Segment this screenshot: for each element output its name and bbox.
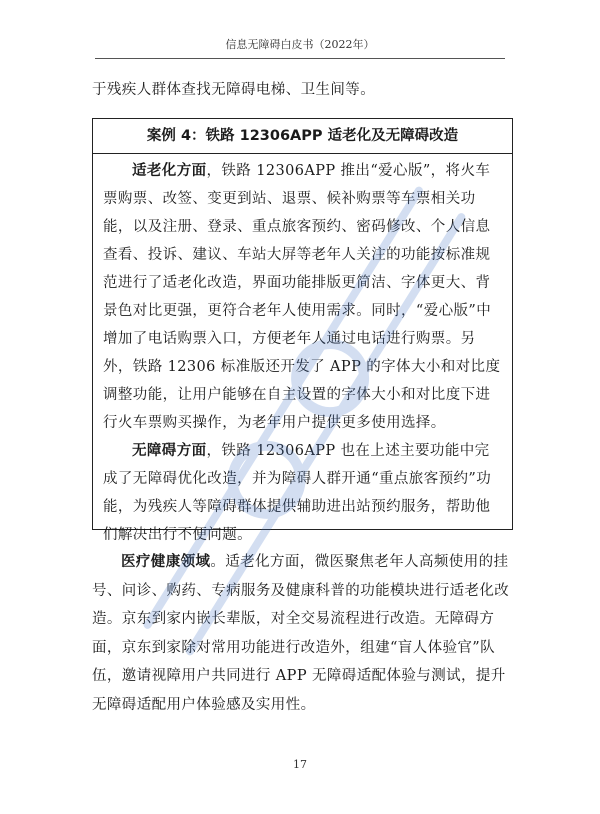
intro-paragraph: 于残疾人群体查找无障碍电梯、卫生间等。 — [92, 82, 376, 98]
page-number: 17 — [293, 758, 307, 771]
case-paragraph-accessibility-lead: 无障碍方面 — [132, 443, 207, 459]
case-paragraph-accessibility-text: ，铁路 12306APP 也在上述主要功能中完成了无障碍优化改造，并为障碍人群开通“重点旅客预约”功能，为残疾人等障碍群体提供辅助进出站预约服务，帮助他们解决出行不便问题。 — [103, 443, 492, 543]
running-header: 信息无障碍白皮书（2022年） — [225, 38, 375, 51]
case-paragraph-accessibility — [103, 437, 502, 549]
medical-paragraph-text: 。适老化方面，微医聚焦老年人高频使用的挂号、问诊、购药、专病服务及健康科普的功能模块进行适老化改造。京东到家内嵌长辈版，对全交易流程进行改造。无障碍方面，京东到家除对常用功能进行改造外，组建“盲人体验官”队伍，邀请视障用户共同进行 APP 无障碍适配体验与测试，提升无障碍适配用户体验感及实用性。 — [92, 554, 510, 713]
case-title: 案例 4：铁路 12306APP 适老化及无障碍改造 — [93, 119, 512, 154]
case-paragraph-aging-text: ，铁路 12306APP 推出“爱心版”，将火车票购票、改签、变更到站、退票、候补购票等车票相关功能，以及注册、登录、重点旅客预约、密码修改、个人信息查看、投诉、建议、车站大屏等老年人关注的功能按标准规范进行了适老化改造，界面功能排版更简洁、字体更大、背景色对比更强，更符合老年人使用需求。同时，“爱心版”中增加了电话购票入口，方便老年人通过电话进行购票。另外，铁路 12306 标准版还开发了 APP 的字体大小和对比度调整功能，让用户能够在自主设置的字体大小和对比度下进行火车票购买操作，为老年用户提供更多使用选择。 — [103, 163, 501, 431]
case-paragraph-aging-lead: 适老化方面 — [132, 163, 207, 179]
medical-paragraph — [92, 548, 512, 719]
case-study-box — [92, 118, 513, 543]
header-divider — [95, 58, 505, 59]
case-body — [93, 154, 512, 549]
medical-paragraph-lead: 医疗健康领域 — [121, 554, 211, 570]
case-paragraph-aging — [103, 157, 502, 437]
